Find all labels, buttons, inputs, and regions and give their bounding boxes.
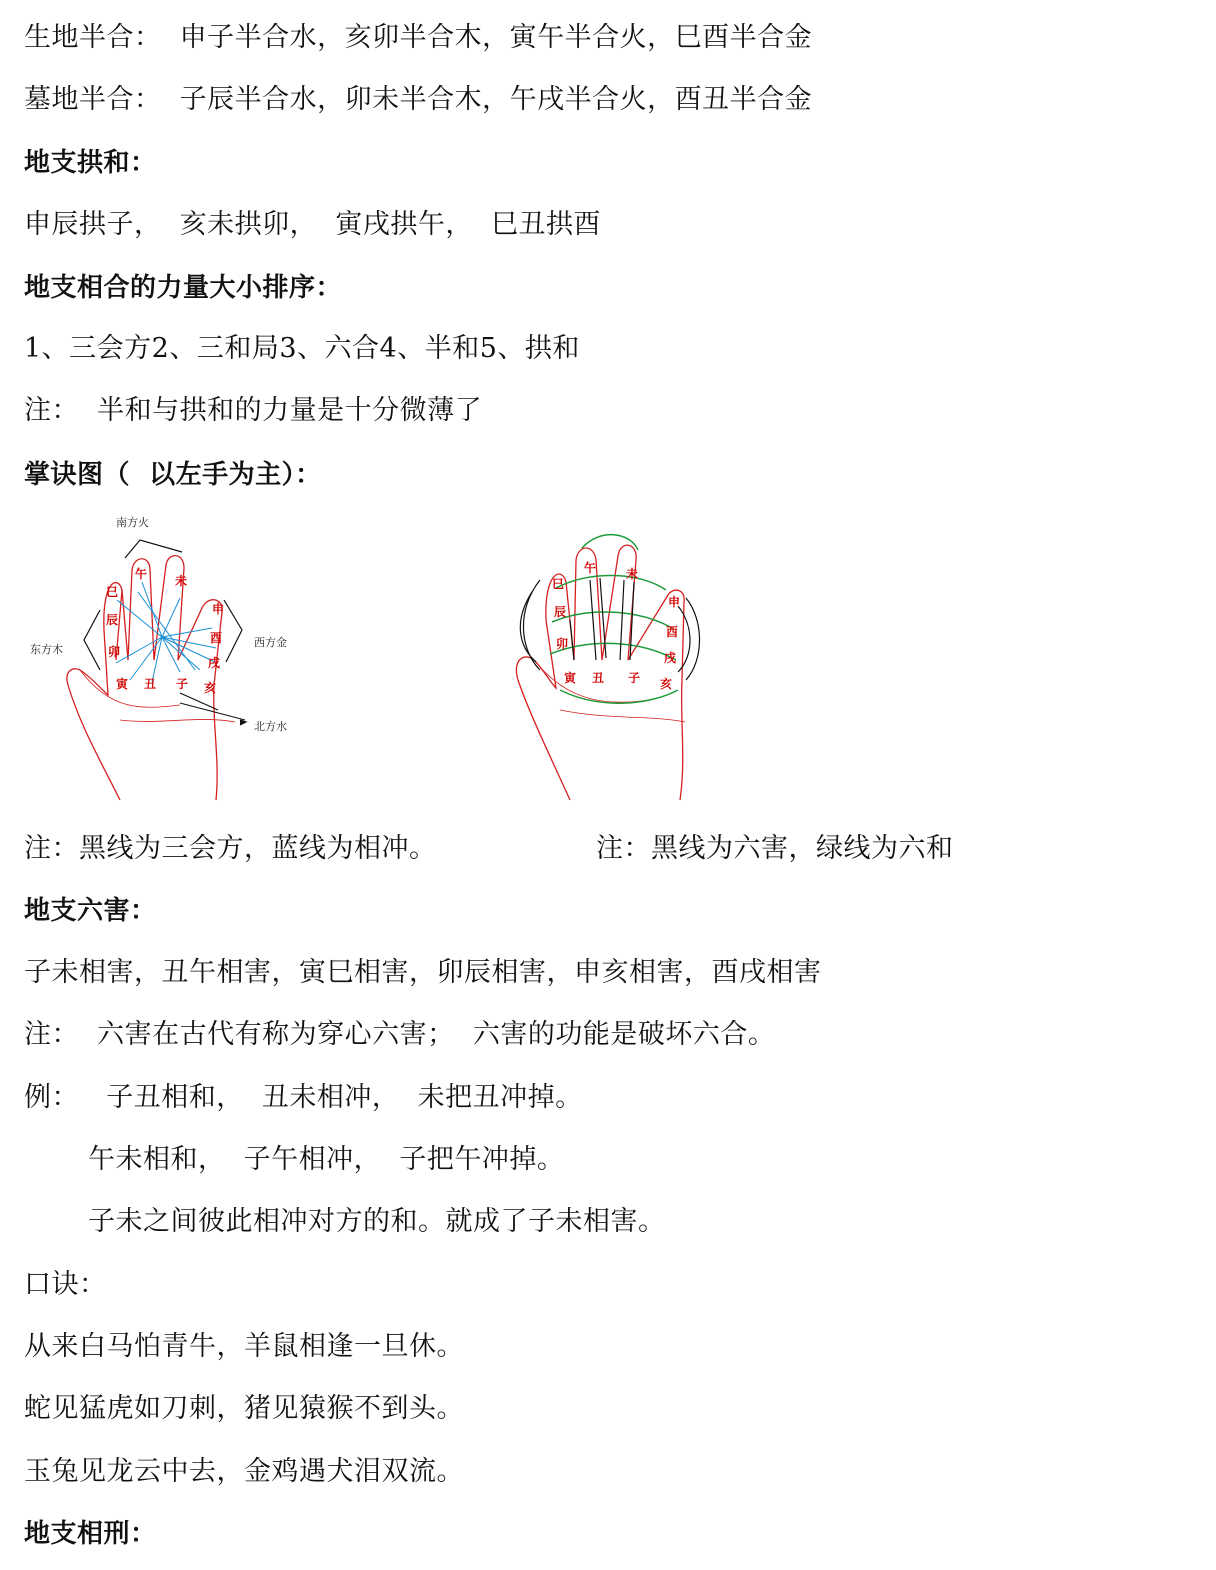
- caption-left-figure: 注：黑线为三会方，蓝线为相冲。: [24, 833, 437, 864]
- branch-you: 酉: [210, 631, 223, 645]
- branch-shen: 申: [212, 602, 225, 616]
- branch-zi: 子: [176, 677, 189, 691]
- branch-shen-right: 申: [668, 595, 681, 609]
- label-west-metal: 西方金: [254, 636, 287, 649]
- branch-xu-right: 戌: [664, 651, 677, 665]
- label-east-wood: 东方木: [30, 643, 63, 656]
- text-line-example-1: 例： 子丑相和， 丑未相冲， 未把丑冲掉。: [24, 1082, 583, 1113]
- heading-gonghe: 地支拱和：: [24, 148, 157, 178]
- branch-xu: 戌: [208, 656, 221, 670]
- palm-diagram-left: [20, 510, 320, 810]
- branch-chen: 辰: [106, 613, 119, 627]
- palm-diagram-right: [490, 510, 730, 810]
- caption-right-figure: 注：黑线为六害，绿线为六和: [596, 833, 954, 864]
- text-line-shengdi: 生地半合： 申子半合水，亥卯半合木，寅午半合火，巳酉半合金: [24, 22, 813, 53]
- label-north-water: 北方水: [254, 720, 287, 733]
- text-line-example-2: 午未相和， 子午相冲， 子把午冲掉。: [88, 1144, 565, 1175]
- branch-mao: 卯: [108, 645, 121, 659]
- branch-wu-right: 午: [584, 561, 597, 575]
- text-line-koujue-1: 从来白马怕青牛，羊鼠相逢一旦休。: [24, 1331, 464, 1362]
- branch-chou: 丑: [144, 677, 157, 691]
- heading-liuhai: 地支六害：: [24, 896, 157, 926]
- branch-yin: 寅: [116, 677, 129, 691]
- text-line-gonghe: 申辰拱子， 亥未拱卯， 寅戌拱午， 巳丑拱酉: [24, 209, 601, 240]
- branch-chen-right: 辰: [554, 605, 567, 619]
- branch-you-right: 酉: [666, 625, 679, 639]
- branch-hai-right: 亥: [660, 677, 673, 691]
- branch-chou-right: 丑: [592, 671, 605, 685]
- text-line-note-weak: 注： 半和与拱和的力量是十分微薄了: [24, 395, 483, 426]
- branch-wu: 午: [135, 567, 148, 581]
- branch-mao-right: 卯: [556, 637, 569, 651]
- heading-xiangxing: 地支相刑：: [24, 1519, 157, 1549]
- text-line-koujue-label: 口诀：: [24, 1269, 107, 1300]
- branch-si: 巳: [106, 585, 119, 599]
- label-south-fire: 南方火: [116, 516, 149, 529]
- text-line-liuhai-note: 注： 六害在古代有称为穿心六害； 六害的功能是破坏六合。: [24, 1019, 776, 1050]
- branch-wei-right: 未: [626, 567, 639, 581]
- heading-strength-order: 地支相合的力量大小排序：: [24, 273, 343, 303]
- branch-hai: 亥: [204, 681, 217, 695]
- branch-wei: 未: [175, 574, 188, 588]
- branch-zi-right: 子: [628, 671, 641, 685]
- text-line-liuhai: 子未相害，丑午相害，寅巳相害，卯辰相害，申亥相害，酉戌相害: [24, 957, 822, 988]
- heading-palm-chart: 掌诀图（ 以左手为主）：: [24, 460, 322, 490]
- branch-si-right: 巳: [552, 577, 565, 591]
- text-line-example-3: 子未之间彼此相冲对方的和。就成了子未相害。: [88, 1206, 666, 1237]
- text-line-koujue-2: 蛇见猛虎如刀刺，猪见猿猴不到头。: [24, 1393, 464, 1424]
- branch-yin-right: 寅: [564, 671, 577, 685]
- text-line-mudi: 墓地半合： 子辰半合水，卯未半合木，午戌半合火，酉丑半合金: [24, 84, 813, 115]
- text-line-order: 1、三会方2、三和局3、六合4、半和5、拱和: [24, 333, 580, 364]
- text-line-koujue-3: 玉兔见龙云中去，金鸡遇犬泪双流。: [24, 1456, 464, 1487]
